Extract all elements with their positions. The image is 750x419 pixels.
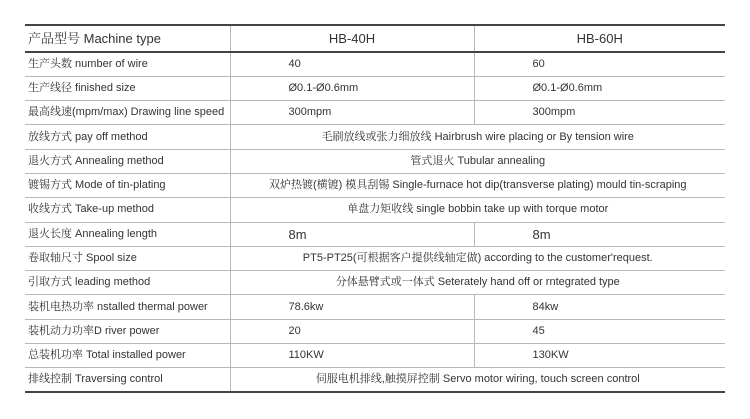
row-label: 退火方式 Annealing method (25, 149, 230, 173)
row-label: 放线方式 pay off method (25, 125, 230, 149)
table-row-driver-power (25, 319, 725, 343)
row-value-span: 管式退火 Tubular annealing (230, 149, 725, 173)
row-label: 生产线径 finished size (25, 76, 230, 100)
row-label: 最高线速(mpm/max) Drawing line speed (25, 101, 230, 125)
row-label: 退火长度 Annealing length (25, 222, 230, 246)
row-value-2: 8m (474, 222, 725, 246)
header-row (25, 25, 725, 52)
row-value-span: 毛刷放线或张力细放线 Hairbrush wire placing or By tension wire (230, 125, 725, 149)
row-label: 装机动力功率D river power (25, 319, 230, 343)
spec-table (25, 24, 725, 393)
header-model-2: HB-60H (474, 25, 725, 52)
row-value-span: 双炉热镀(横镀) 模具刮锡 Single-furnace hot dip(transverse plating) mould tin-scraping (230, 173, 725, 197)
table-row-leading-method (25, 271, 725, 295)
table-row-wire-count (25, 52, 725, 76)
row-value-1: 110KW (230, 344, 474, 368)
row-label: 总装机功率 Total installed power (25, 344, 230, 368)
table-row-line-speed (25, 101, 725, 125)
row-value-span: 单盘力矩收线 single bobbin take up with torque motor (230, 198, 725, 222)
table-row-finished-size (25, 76, 725, 100)
table-row-annealing-method (25, 149, 725, 173)
table-row-spool-size (25, 246, 725, 270)
row-value-span: PT5-PT25(可根据客户提供线轴定做) according to the customer'request. (230, 246, 725, 270)
row-value-1: 8m (230, 222, 474, 246)
row-value-1: 20 (230, 319, 474, 343)
header-label: 产品型号 Machine type (25, 25, 230, 52)
row-label: 生产头数 number of wire (25, 52, 230, 76)
header-model-1: HB-40H (230, 25, 474, 52)
table-row-total-power (25, 344, 725, 368)
row-value-1: 300mpm (230, 101, 474, 125)
row-value-2: Ø0.1-Ø0.6mm (474, 76, 725, 100)
row-label: 镀锡方式 Mode of tin-plating (25, 173, 230, 197)
table-row-tin-plating (25, 173, 725, 197)
row-value-span: 伺服电机排线,触摸屏控制 Servo motor wiring, touch screen control (230, 368, 725, 392)
row-value-2: 60 (474, 52, 725, 76)
row-value-1: Ø0.1-Ø0.6mm (230, 76, 474, 100)
table-row-annealing-length (25, 222, 725, 246)
row-value-span: 分体悬臂式或一体式 Seterately hand off or rntegrated type (230, 271, 725, 295)
table-row-take-up (25, 198, 725, 222)
table-row-pay-off (25, 125, 725, 149)
table-row-traversing-control (25, 368, 725, 392)
row-value-2: 45 (474, 319, 725, 343)
row-label: 排线控制 Traversing control (25, 368, 230, 392)
row-value-2: 84kw (474, 295, 725, 319)
row-label: 收线方式 Take-up method (25, 198, 230, 222)
row-value-1: 78.6kw (230, 295, 474, 319)
row-label: 引取方式 leading method (25, 271, 230, 295)
row-value-2: 130KW (474, 344, 725, 368)
table-row-thermal-power (25, 295, 725, 319)
row-value-1: 40 (230, 52, 474, 76)
row-label: 卷取轴尺寸 Spool size (25, 246, 230, 270)
row-value-2: 300mpm (474, 101, 725, 125)
row-label: 装机电热功率 nstalled thermal power (25, 295, 230, 319)
